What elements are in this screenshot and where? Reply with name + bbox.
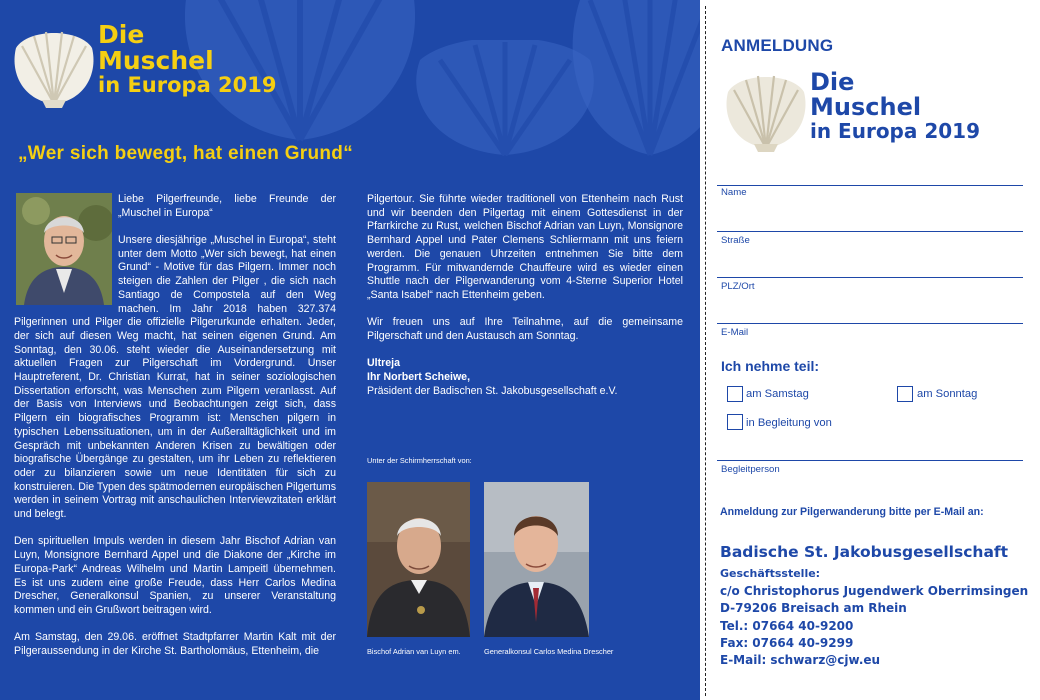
sunday-checkbox[interactable]	[897, 386, 913, 402]
logo-shell-icon	[8, 26, 100, 108]
letter-paragraph-3: Am Samstag, den 29.06. eröffnet Stadtpfarrer Martin Kalt mit der Pilgeraussendung in der Kirche St. Bartholomäus, Ettenheim, die	[14, 631, 336, 658]
registration-form	[712, 0, 1040, 700]
form-logo-shell-icon	[720, 70, 812, 152]
title-line-2: Muschel	[98, 46, 214, 75]
phone-number: Tel.: 07664 40-9200	[720, 619, 854, 633]
fax-number: Fax: 07664 40-9299	[720, 636, 854, 650]
letter-paragraph-1: Unsere diesjährige „Muschel in Europa“, steht unter dem Motto „Wer sich bewegt, hat einen Grund“ - Motive für das Pilgern. Immer noch steigen die Zahlen der Pilger , die sich nach Santiago de Compostela auf den Weg machen. Im Jahr 2018 haben 327.374 Pilgerinnen und Pilger die offizielle Pilgerurkunde erhalten. Jeder, der sich auf diesen Weg macht, hat seinen eigenen Grund. Am Sonntag, den 30.06. steht wieder die Auseinandersetzung mit aktuellen Fragen zur Pilgerschaft im Vordergrund. Unser Hauptreferent, Dr. Christian Kurrat, hat in seiner soziologischen Dissertation erforscht, was Menschen zum Pilgern veranlasst. Auf der Basis von Interviews und Beobachtungen zeigt sich, dass Pilgern ein biografisches Programm ist: Menschen pilgern in typischen Lebenssituationen, um in der Außeralltäglichkeit und im Gespräch mit unbekannten Anderen Krisen zu bewältigen oder biografische Übergänge zu gestalten, um ihr Leben zu reflektieren oder zu bilanzieren sowie um neue Identitäten für sich zu konstruieren. Die Typen des spätmodernen europäischen Pilgertums werden in seinem Vortrag mit anschaulichen Interviewzitaten erklärt und belegt.	[14, 234, 336, 521]
form-heading: ANMELDUNG	[721, 36, 834, 55]
letter-greeting: Liebe Pilgerfreunde, liebe Freunde der „Muschel in Europa“	[118, 193, 336, 219]
office-label: Geschäftsstelle:	[720, 567, 821, 580]
letter-column-2	[367, 193, 683, 399]
street-field[interactable]	[717, 277, 1023, 278]
city-field[interactable]	[717, 323, 1023, 324]
cut-line	[705, 6, 706, 696]
letter-paragraph-5: Wir freuen uns auf Ihre Teilnahme, auf die gemeinsame Pilgerschaft und den Austausch am Sonntag.	[367, 316, 683, 343]
companion-option-label: in Begleitung von	[746, 417, 832, 429]
form-title-line-1: Die	[810, 68, 855, 96]
background-shell-right	[560, 0, 700, 160]
sunday-label: am Sonntag	[917, 388, 978, 400]
saturday-label: am Samstag	[746, 388, 809, 400]
tagline: „Wer sich bewegt, hat einen Grund“	[18, 143, 354, 164]
label-city: PLZ/Ort	[721, 281, 755, 292]
title-line-3: in Europa 2019	[98, 73, 277, 97]
patronage-label: Unter der Schirmherrschaft von:	[367, 456, 472, 465]
email-instruction: Anmeldung zur Pilgerwanderung bitte per E-Mail an:	[720, 506, 984, 518]
caption-bishop: Bischof Adrian van Luyn em.	[367, 647, 461, 656]
companion-field[interactable]	[717, 460, 1023, 461]
companion-checkbox[interactable]	[727, 414, 743, 430]
name-field[interactable]	[717, 231, 1023, 232]
form-title-line-2: Muschel	[810, 93, 922, 121]
letter-paragraph-4: Pilgertour. Sie führte wieder traditionell von Ettenheim nach Rust und wir beenden den Pilgertag mit einem Gottesdienst in der Pfarrkirche zu Rust, welchen Bischof Adrian van Luyn, Monsignore Bernhard Appel und Pater Clemens Schliermann mit uns feiern werden. Die genauen Uhrzeiten entnehmen Sie bitte dem Programm. Für mitwandernde Chauffeure wird es wieder einen Shuttle nach der Pilgerwanderung vom 4-Sterne Superior Hotel „Santa Isabel“ nach Ettenheim geben.	[367, 193, 683, 301]
email-contact[interactable]: E-Mail: schwarz@cjw.eu	[720, 653, 881, 667]
saturday-checkbox[interactable]	[727, 386, 743, 402]
label-email: E-Mail	[721, 327, 749, 338]
form-title-line-3: in Europa 2019	[810, 119, 980, 143]
letter-column-1	[118, 193, 336, 220]
letter-paragraph-2: Den spirituellen Impuls werden in diesem Jahr Bischof Adrian van Luyn, Monsignore Bernhard Appel und die Diakone der „Kirche im Europa-Park“ Andreas Wilhelm und Martin Lampeitl übernehmen. Es ist uns zudem eine große Freude, dass Herr Carlos Medina Drescher, Generalkonsul Spanien, zu unserer Veranstaltung kommen und ein Grußwort beitragen wird.	[14, 535, 336, 616]
organisation-name: Badische St. Jakobusgesellschaft	[720, 543, 1009, 561]
label-name: Name	[721, 187, 747, 198]
signoff-role: Präsident der Badischen St. Jakobusgesellschaft e.V.	[367, 384, 618, 397]
brochure-title	[98, 22, 277, 96]
signoff-ultreja: Ultreja	[367, 357, 400, 370]
letter-column-1-main	[14, 234, 336, 659]
label-companion: Begleitperson	[721, 464, 780, 475]
label-street: Straße	[721, 235, 750, 246]
address-line-2: D-79206 Breisach am Rhein	[720, 601, 907, 615]
photo-bishop	[367, 482, 470, 637]
field-top-rule	[717, 185, 1023, 186]
participate-heading: Ich nehme teil:	[721, 358, 820, 374]
photo-consul	[484, 482, 589, 637]
address-line-1: c/o Christophorus Jugendwerk Oberrimsingen	[720, 584, 1029, 598]
signoff-name: Ihr Norbert Scheiwe,	[367, 371, 471, 384]
form-title	[810, 70, 980, 141]
caption-consul: Generalkonsul Carlos Medina Drescher	[484, 647, 614, 656]
title-line-1: Die	[98, 20, 145, 49]
